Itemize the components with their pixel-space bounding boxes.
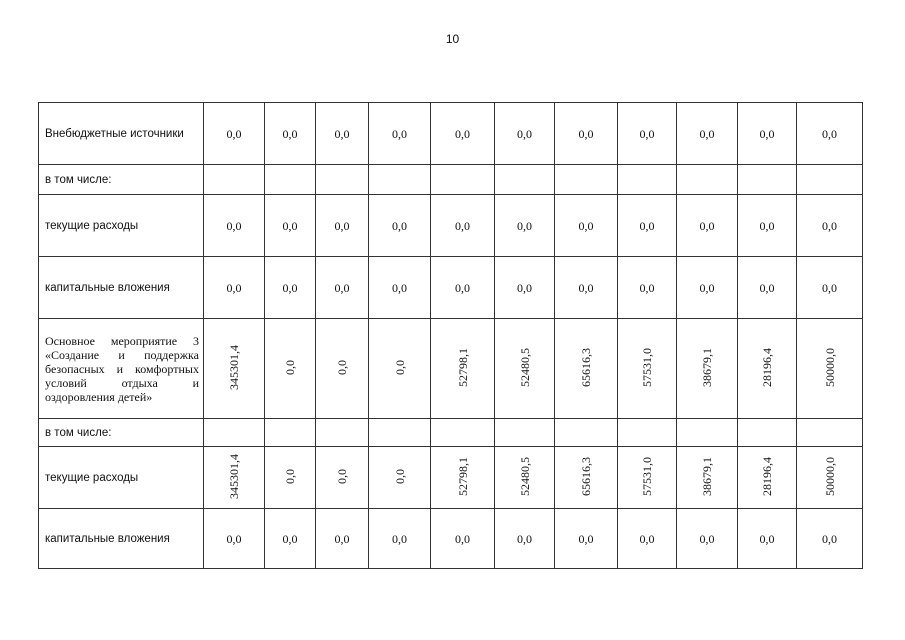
row-label: текущие расходы — [39, 195, 204, 257]
value-text: 0,0 — [283, 359, 297, 375]
value-cell — [431, 165, 495, 195]
value-cell — [618, 319, 677, 419]
value-cell — [797, 419, 863, 447]
value-cell — [738, 165, 797, 195]
value-text: 28196,4 — [760, 456, 774, 496]
value-cell: 0,0 — [555, 257, 618, 319]
row-label: в том числе: — [39, 419, 204, 447]
value-cell: 0,0 — [431, 195, 495, 257]
value-cell: 0,0 — [797, 257, 863, 319]
value-text: 57531,0 — [640, 347, 654, 387]
value-cell: 0,0 — [797, 509, 863, 569]
value-cell — [797, 447, 863, 509]
value-text: 28196,4 — [760, 347, 774, 387]
value-cell — [555, 447, 618, 509]
row-label: капитальные вложения — [39, 257, 204, 319]
page-number: 10 — [445, 32, 460, 46]
value-cell — [797, 319, 863, 419]
table-row — [39, 257, 863, 319]
value-cell: 0,0 — [316, 257, 369, 319]
value-cell — [677, 419, 738, 447]
value-cell — [495, 319, 555, 419]
value-cell: 0,0 — [495, 257, 555, 319]
value-cell: 0,0 — [738, 509, 797, 569]
table-row — [39, 509, 863, 569]
value-cell: 0,0 — [316, 103, 369, 165]
value-text: 0,0 — [392, 468, 407, 484]
value-cell — [431, 319, 495, 419]
value-cell — [495, 419, 555, 447]
row-label: Основное мероприятие 3 «Создание и поддержка безопасных и комфортных условий отдыха и оздоровления детей» — [39, 319, 204, 419]
value-text: 345301,4 — [227, 453, 241, 499]
value-cell: 0,0 — [495, 103, 555, 165]
value-cell: 0,0 — [618, 195, 677, 257]
value-cell: 0,0 — [738, 257, 797, 319]
value-cell: 0,0 — [618, 103, 677, 165]
value-cell — [738, 319, 797, 419]
table-row — [39, 165, 863, 195]
value-cell — [738, 419, 797, 447]
value-cell — [677, 319, 738, 419]
value-text: 65616,3 — [579, 456, 593, 496]
value-cell: 0,0 — [677, 195, 738, 257]
value-cell — [369, 447, 431, 509]
value-cell: 0,0 — [738, 103, 797, 165]
value-text: 52798,1 — [455, 456, 470, 496]
value-cell — [431, 419, 495, 447]
value-cell: 0,0 — [618, 509, 677, 569]
value-cell — [265, 165, 316, 195]
value-cell: 0,0 — [369, 257, 431, 319]
value-cell: 0,0 — [265, 195, 316, 257]
value-cell: 0,0 — [204, 103, 265, 165]
value-text: 345301,4 — [227, 344, 241, 390]
value-cell — [204, 319, 265, 419]
value-cell: 0,0 — [204, 195, 265, 257]
value-cell: 0,0 — [265, 103, 316, 165]
table-row — [39, 419, 863, 447]
value-cell: 0,0 — [431, 257, 495, 319]
value-cell — [316, 447, 369, 509]
value-cell — [797, 165, 863, 195]
value-cell — [204, 165, 265, 195]
table-row — [39, 103, 863, 165]
funding-table — [38, 102, 863, 569]
value-cell — [555, 319, 618, 419]
value-cell: 0,0 — [677, 509, 738, 569]
value-cell: 0,0 — [265, 509, 316, 569]
value-text: 52480,5 — [517, 456, 532, 496]
value-cell: 0,0 — [431, 103, 495, 165]
value-cell: 0,0 — [797, 103, 863, 165]
value-cell: 0,0 — [265, 257, 316, 319]
value-cell — [618, 165, 677, 195]
value-cell — [316, 419, 369, 447]
value-cell: 0,0 — [495, 195, 555, 257]
value-cell: 0,0 — [618, 257, 677, 319]
value-cell — [265, 319, 316, 419]
value-cell: 0,0 — [316, 509, 369, 569]
value-cell — [495, 447, 555, 509]
value-cell — [204, 447, 265, 509]
value-cell — [265, 419, 316, 447]
value-text: 52480,5 — [517, 347, 532, 387]
value-cell: 0,0 — [431, 509, 495, 569]
value-cell — [618, 419, 677, 447]
table-row — [39, 319, 863, 419]
value-cell — [495, 165, 555, 195]
value-cell: 0,0 — [555, 509, 618, 569]
value-text: 0,0 — [335, 359, 349, 375]
value-cell: 0,0 — [677, 103, 738, 165]
value-cell: 0,0 — [204, 509, 265, 569]
value-text: 52798,1 — [455, 347, 470, 387]
value-text: 0,0 — [392, 359, 407, 375]
value-cell — [555, 419, 618, 447]
value-cell: 0,0 — [738, 195, 797, 257]
row-label: Внебюджетные источники — [39, 103, 204, 165]
value-cell: 0,0 — [555, 195, 618, 257]
value-cell: 0,0 — [495, 509, 555, 569]
value-cell: 0,0 — [555, 103, 618, 165]
value-cell — [369, 165, 431, 195]
value-cell — [677, 447, 738, 509]
value-cell — [265, 447, 316, 509]
value-text: 38679,1 — [700, 456, 714, 496]
value-cell — [431, 447, 495, 509]
value-cell — [316, 319, 369, 419]
row-label: текущие расходы — [39, 447, 204, 509]
value-cell — [555, 165, 618, 195]
value-cell — [316, 165, 369, 195]
value-cell: 0,0 — [369, 195, 431, 257]
table-body — [39, 103, 863, 569]
value-cell: 0,0 — [316, 195, 369, 257]
value-text: 50000,0 — [822, 347, 837, 387]
table-row — [39, 195, 863, 257]
value-cell — [618, 447, 677, 509]
row-label: в том числе: — [39, 165, 204, 195]
value-cell: 0,0 — [797, 195, 863, 257]
value-cell: 0,0 — [369, 103, 431, 165]
value-cell — [204, 419, 265, 447]
row-label: капитальные вложения — [39, 509, 204, 569]
value-cell — [738, 447, 797, 509]
value-text: 65616,3 — [579, 347, 593, 387]
value-text: 38679,1 — [700, 347, 714, 387]
value-cell — [369, 319, 431, 419]
value-cell: 0,0 — [369, 509, 431, 569]
value-text: 57531,0 — [640, 456, 654, 496]
value-text: 0,0 — [335, 468, 349, 484]
value-text: 50000,0 — [822, 456, 837, 496]
value-cell: 0,0 — [677, 257, 738, 319]
value-cell: 0,0 — [204, 257, 265, 319]
table-row — [39, 447, 863, 509]
value-cell — [369, 419, 431, 447]
value-text: 0,0 — [283, 468, 297, 484]
value-cell — [677, 165, 738, 195]
